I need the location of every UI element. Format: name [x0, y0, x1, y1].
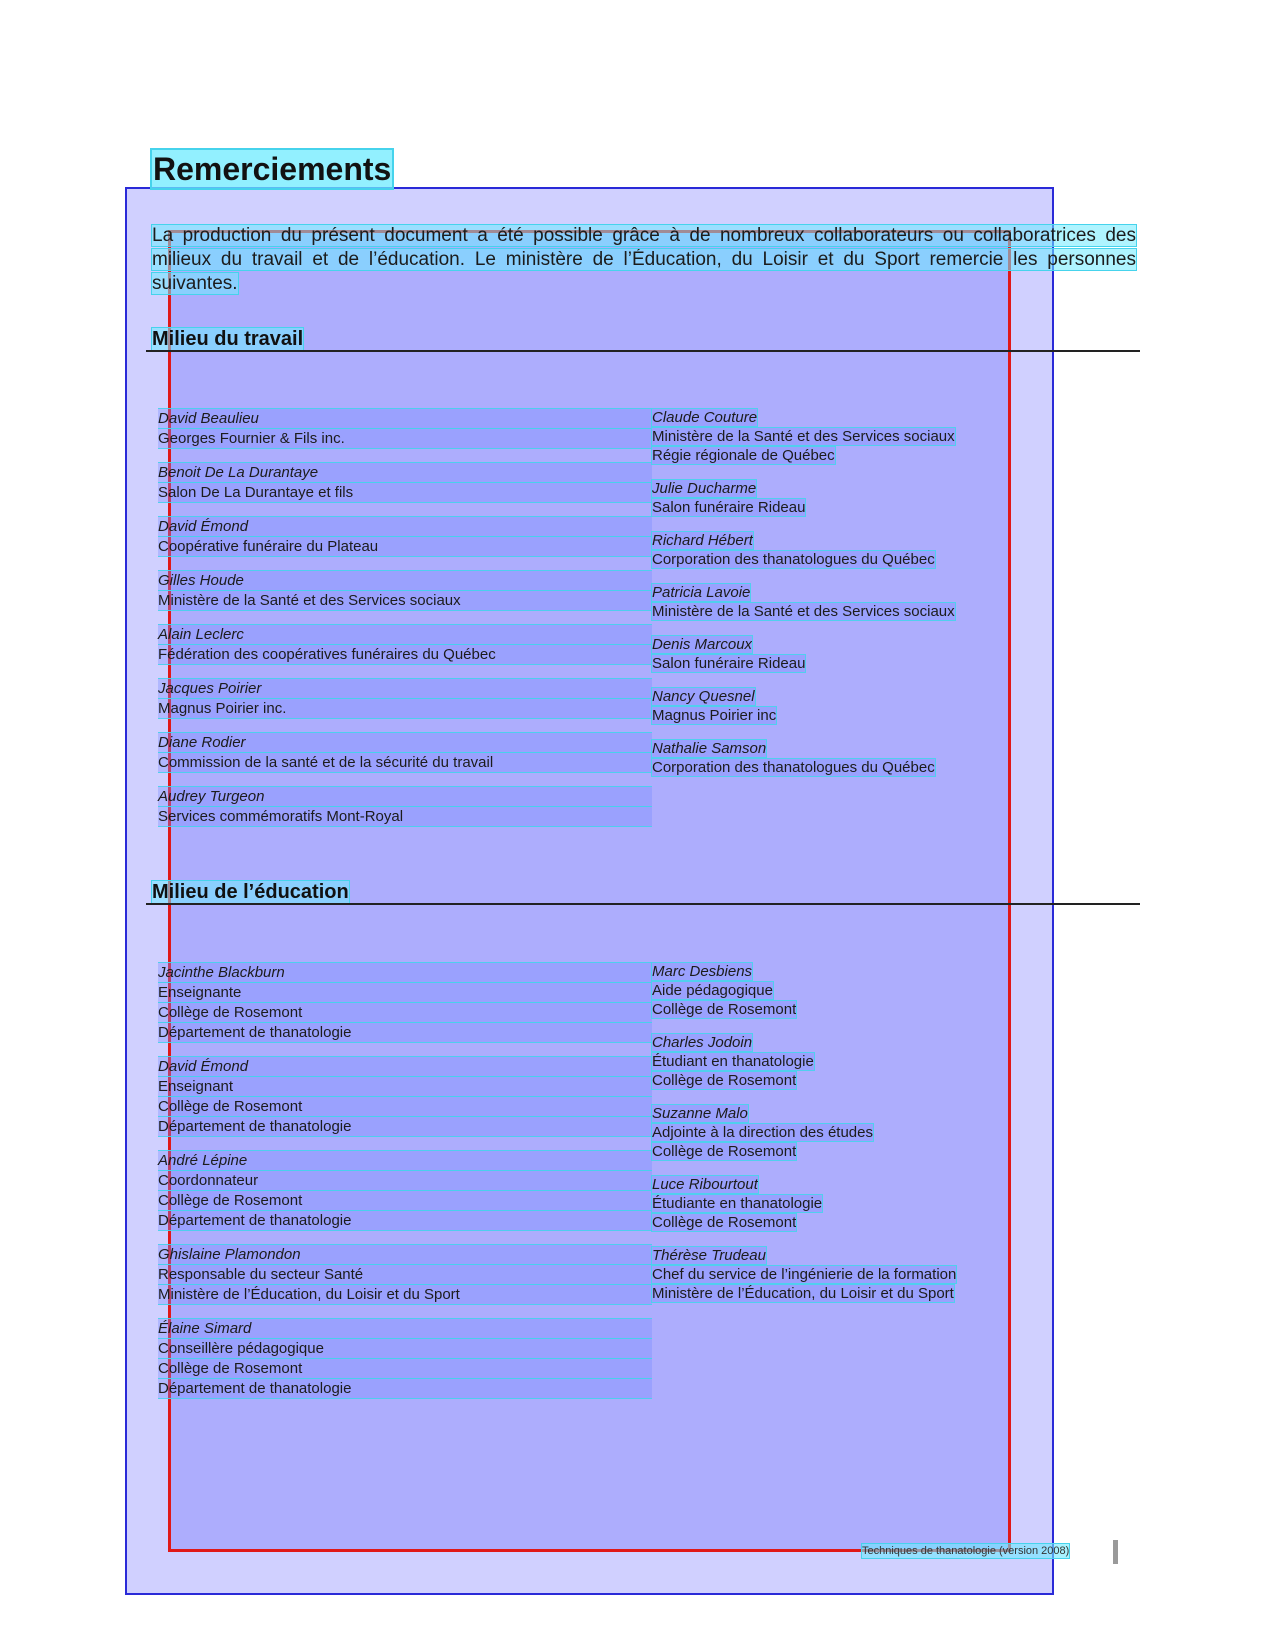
person-affiliation: Ministère de la Santé et des Services sociaux	[158, 590, 652, 611]
person-affiliation: Chef du service de l’ingénierie de la formation	[652, 1266, 957, 1283]
person-affiliation: Commission de la santé et de la sécurité du travail	[158, 752, 652, 773]
person-name: Claude Couture	[652, 409, 758, 426]
person-name: Suzanne Malo	[652, 1105, 748, 1122]
person-entry	[158, 462, 652, 502]
person-entry	[652, 962, 998, 1019]
person-name: Élaine Simard	[158, 1318, 652, 1339]
person-entry	[158, 1244, 652, 1304]
person-entry	[652, 408, 998, 465]
person-affiliation: Collège de Rosemont	[652, 1143, 797, 1160]
person-affiliation: Régie régionale de Québec	[652, 447, 835, 464]
person-affiliation: Collège de Rosemont	[158, 1096, 652, 1117]
person-affiliation: Étudiant en thanatologie	[652, 1053, 814, 1070]
person-name: Jacques Poirier	[158, 678, 652, 699]
person-affiliation: Georges Fournier & Fils inc.	[158, 428, 652, 449]
person-affiliation: Département de thanatologie	[158, 1378, 652, 1399]
person-name: Thérèse Trudeau	[652, 1247, 766, 1264]
person-name: André Lépine	[158, 1150, 652, 1171]
section-rule-education	[146, 903, 1140, 905]
person-affiliation: Magnus Poirier inc.	[158, 698, 652, 719]
person-name: Nancy Quesnel	[652, 688, 755, 705]
person-entry	[158, 516, 652, 556]
person-name: David Émond	[158, 516, 652, 537]
person-name: Marc Desbiens	[652, 963, 753, 980]
person-affiliation: Département de thanatologie	[158, 1022, 652, 1043]
education-columns	[158, 962, 998, 1412]
person-entry	[652, 687, 998, 725]
person-affiliation: Adjointe à la direction des études	[652, 1124, 873, 1141]
intro-text: La production du présent document a été possible grâce à de nombreux collaborateurs ou collaboratrices des milieux du travail et de l’éducation. Le ministère de l’Éducation, du Loisir et du Sport remercie les personnes suivantes.	[152, 225, 1136, 294]
person-affiliation: Collège de Rosemont	[158, 1358, 652, 1379]
person-entry	[158, 570, 652, 610]
footer-text: Techniques de thanatologie (version 2008)	[862, 1545, 1070, 1557]
education-left-column	[158, 962, 652, 1412]
footer-page-marker	[1113, 1540, 1118, 1564]
person-entry	[652, 1246, 998, 1303]
person-entry	[652, 1104, 998, 1161]
section-rule-travail	[146, 350, 1140, 352]
person-affiliation: Magnus Poirier inc	[652, 707, 777, 724]
person-affiliation: Ministère de la Santé et des Services sociaux	[652, 603, 955, 620]
person-affiliation: Enseignante	[158, 982, 652, 1003]
person-affiliation: Responsable du secteur Santé	[158, 1264, 652, 1285]
person-affiliation: Coordonnateur	[158, 1170, 652, 1191]
person-affiliation: Salon funéraire Rideau	[652, 499, 806, 516]
person-name: Audrey Turgeon	[158, 786, 652, 807]
person-affiliation: Collège de Rosemont	[158, 1190, 652, 1211]
education-right-column	[652, 962, 998, 1412]
person-name: Denis Marcoux	[652, 636, 753, 653]
person-entry	[158, 786, 652, 826]
person-name: Luce Ribourtout	[652, 1176, 758, 1193]
person-entry	[158, 408, 652, 448]
person-name: Diane Rodier	[158, 732, 652, 753]
person-affiliation: Étudiante en thanatologie	[652, 1195, 823, 1212]
person-name: Charles Jodoin	[652, 1034, 753, 1051]
person-entry	[158, 1056, 652, 1136]
person-name: Benoit De La Durantaye	[158, 462, 652, 483]
person-affiliation: Corporation des thanatologues du Québec	[652, 551, 935, 568]
person-name: David Beaulieu	[158, 408, 652, 429]
person-entry	[158, 732, 652, 772]
person-entry	[652, 583, 998, 621]
person-affiliation: Collège de Rosemont	[652, 1214, 797, 1231]
person-entry	[158, 1150, 652, 1230]
person-affiliation: Services commémoratifs Mont-Royal	[158, 806, 652, 827]
person-entry	[652, 1175, 998, 1232]
person-affiliation: Conseillère pédagogique	[158, 1338, 652, 1359]
person-affiliation: Ministère de la Santé et des Services sociaux	[652, 428, 955, 445]
person-affiliation: Collège de Rosemont	[652, 1072, 797, 1089]
person-entry	[158, 1318, 652, 1398]
person-affiliation: Salon funéraire Rideau	[652, 655, 806, 672]
person-affiliation: Département de thanatologie	[158, 1116, 652, 1137]
person-name: Richard Hébert	[652, 532, 753, 549]
person-entry	[652, 479, 998, 517]
person-affiliation: Salon De La Durantaye et fils	[158, 482, 652, 503]
person-entry	[652, 739, 998, 777]
person-affiliation: Ministère de l’Éducation, du Loisir et du Sport	[652, 1285, 954, 1302]
person-affiliation: Collège de Rosemont	[652, 1001, 797, 1018]
person-affiliation: Coopérative funéraire du Plateau	[158, 536, 652, 557]
person-affiliation: Collège de Rosemont	[158, 1002, 652, 1023]
person-entry	[652, 1033, 998, 1090]
intro-paragraph	[152, 224, 1136, 296]
person-entry	[652, 531, 998, 569]
person-entry	[652, 635, 998, 673]
person-name: Julie Ducharme	[652, 480, 757, 497]
travail-columns	[158, 408, 998, 840]
person-name: Alain Leclerc	[158, 624, 652, 645]
person-affiliation: Aide pédagogique	[652, 982, 773, 999]
person-entry	[158, 678, 652, 718]
person-name: David Émond	[158, 1056, 652, 1077]
section-heading-travail: Milieu du travail	[152, 328, 304, 350]
person-affiliation: Corporation des thanatologues du Québec	[652, 759, 935, 776]
person-entry	[158, 962, 652, 1042]
person-affiliation: Département de thanatologie	[158, 1210, 652, 1231]
person-name: Nathalie Samson	[652, 740, 767, 757]
person-affiliation: Enseignant	[158, 1076, 652, 1097]
travail-right-column	[652, 408, 998, 840]
person-affiliation: Fédération des coopératives funéraires du Québec	[158, 644, 652, 665]
person-entry	[158, 624, 652, 664]
travail-left-column	[158, 408, 652, 840]
person-name: Gilles Houde	[158, 570, 652, 591]
person-name: Patricia Lavoie	[652, 584, 751, 601]
person-name: Ghislaine Plamondon	[158, 1244, 652, 1265]
person-affiliation: Ministère de l’Éducation, du Loisir et du Sport	[158, 1284, 652, 1305]
person-name: Jacinthe Blackburn	[158, 962, 652, 983]
page-title: Remerciements	[153, 151, 392, 187]
section-heading-education: Milieu de l’éducation	[152, 881, 349, 903]
